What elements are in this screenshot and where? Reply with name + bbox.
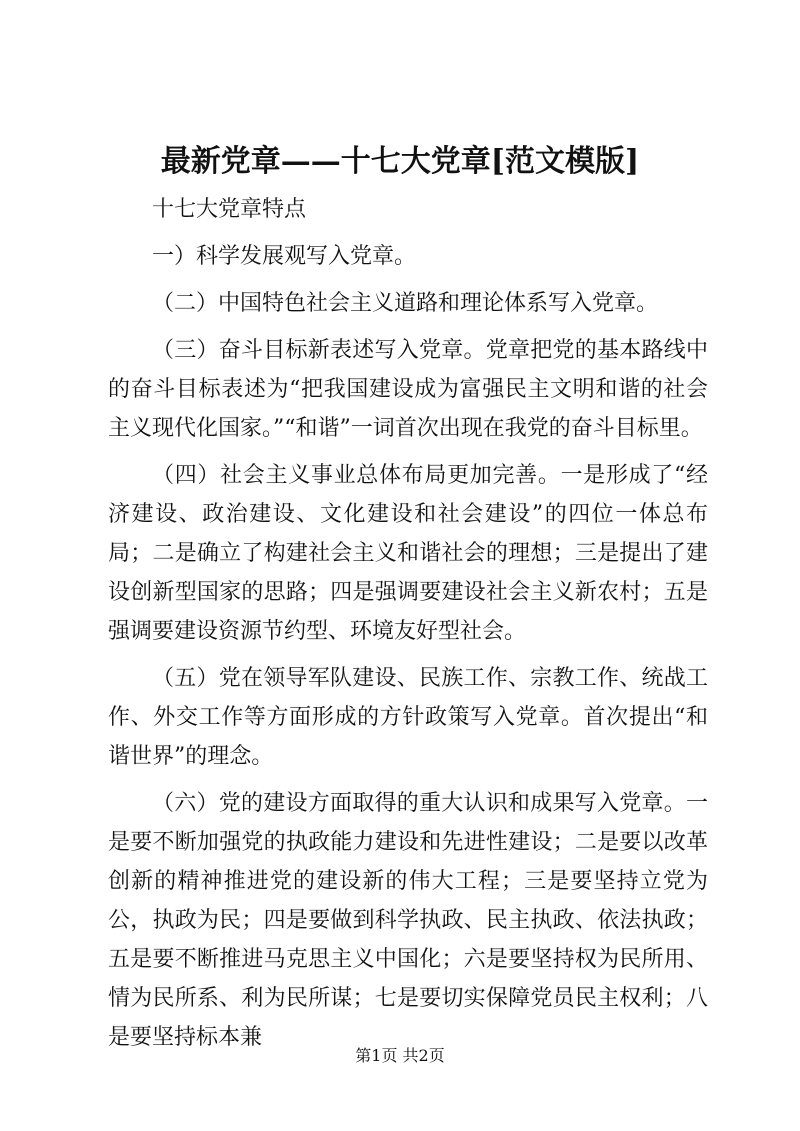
paragraph-6: （六）党的建设方面取得的重大认识和成果写入党章。一是要不断加强党的执政能力建设和先进性建设；二是要以改革创新的精神推进党的建设新的伟大工程；三是要坚持立党为公，执政为民；四是要做到科学执政、民主执政、依法执政；五是要不断推进马克思主义中国化；六是要坚持权为民所用、情为民所系、利为民所谋；七是要切实保障党员民主权利；八是要坚持标本兼 bbox=[108, 791, 708, 1050]
paragraph-4: （四）社会主义事业总体布局更加完善。一是形成了“经济建设、政治建设、文化建设和社会建设”的四位一体总布局；二是确立了构建社会主义和谐社会的理想；三是提出了建设创新型国家的思路；四是强调要建设社会主义新农村；五是强调要建设资源节约型、环境友好型社会。 bbox=[108, 463, 708, 644]
paragraph-1: 一）科学发展观写入党章。 bbox=[152, 244, 417, 269]
document-body bbox=[108, 190, 708, 1057]
paragraph-3: （三）奋斗目标新表述写入党章。党章把党的基本路线中的奋斗目标表述为“把我国建设成为富强民主文明和谐的社会主义现代化国家。”“和谐”一词首次出现在我党的奋斗目标里。 bbox=[108, 338, 708, 441]
document-title: 最新党章——十七大党章[范文模版] bbox=[160, 144, 640, 179]
paragraph-2: （二）中国特色社会主义道路和理论体系写入党章。 bbox=[152, 291, 659, 316]
paragraph-heading: 十七大党章特点 bbox=[152, 197, 307, 222]
paragraph-5: （五）党在领导军队建设、民族工作、宗教工作、统战工作、外交工作等方面形成的方针政策写入党章。首次提出“和谐世界”的理念。 bbox=[108, 666, 708, 769]
page-footer: 第1页 共2页 bbox=[355, 1046, 445, 1065]
